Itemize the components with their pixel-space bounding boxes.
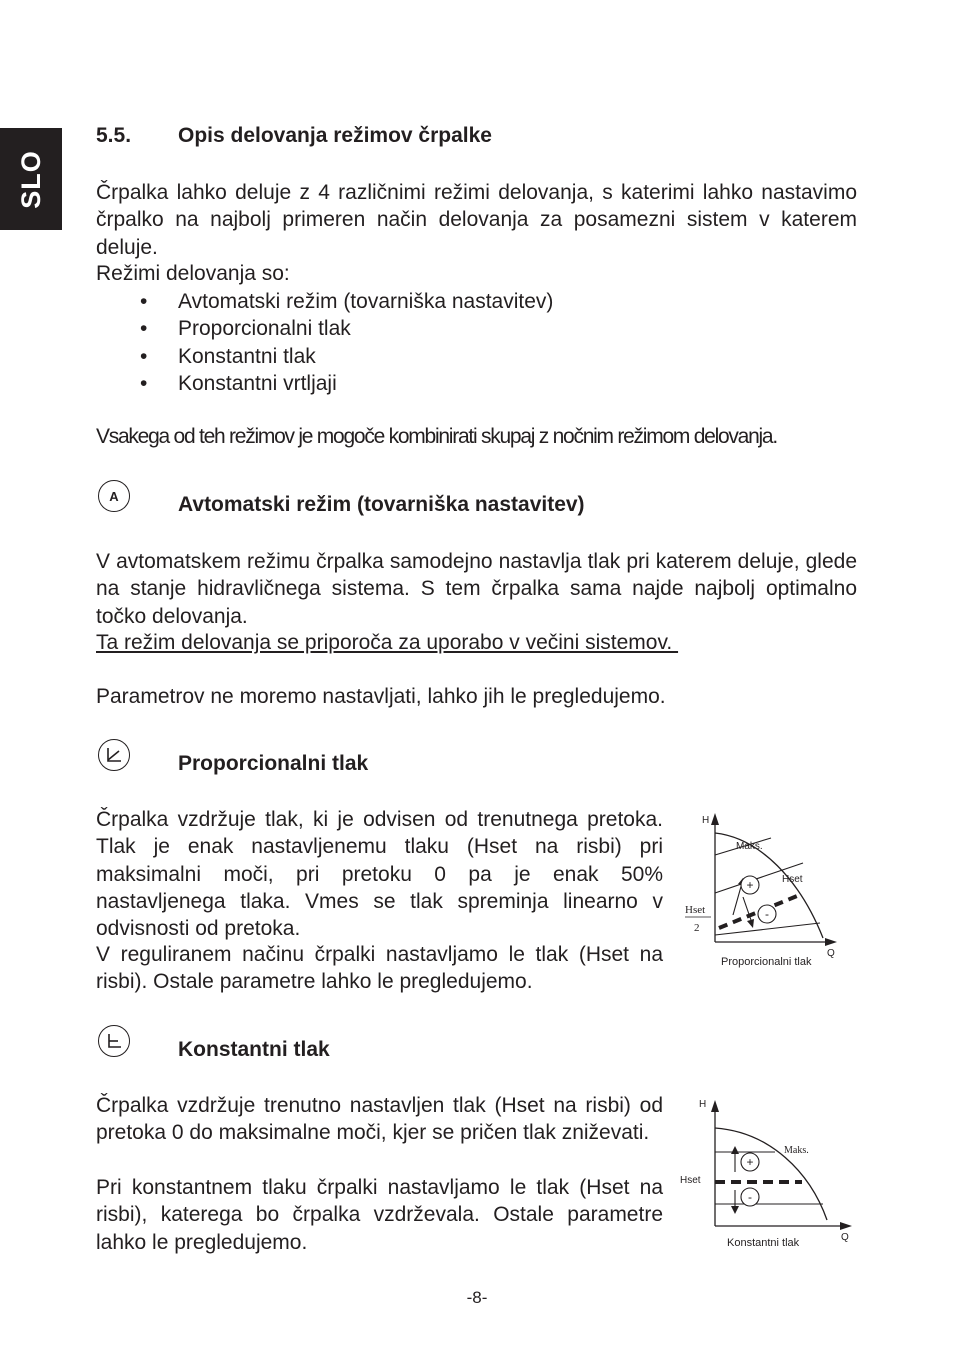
proportional-title: Proporcionalni tlak <box>178 752 369 775</box>
hset-fraction-numerator: Hset <box>685 904 706 916</box>
intro-paragraph: Črpalka lahko deluje z 4 različnimi režimi delovanja, s katerimi lahko nastavimo črpalko na najbolj primeren način delovanja za posamezni sistem v katerem deluje. <box>96 181 857 259</box>
axis-h-label: H <box>702 815 710 826</box>
proportional-paragraph-2: V reguliranem načinu črpalki nastavljamo le tlak (Hset na risbi). Ostale parametre lahko le pregledujemo. <box>96 943 663 994</box>
maks-label: Maks. <box>736 841 763 852</box>
language-tab <box>0 128 62 230</box>
increase-sign: + <box>746 1155 754 1169</box>
auto-mode-recommendation: Ta režim delovanja se priporoča za uporabo v večini sistemov. <box>96 631 679 654</box>
list-item: • Avtomatski režim (tovarniška nastavitev) <box>96 288 553 315</box>
auto-mode-icon <box>98 480 130 512</box>
diagram-caption: Konstantni tlak <box>727 1237 800 1249</box>
constant-paragraph-2: Pri konstantnem tlaku črpalki nastavljamo le tlak (Hset na risbi), katerega bo črpalka vzdrževala. Ostale parametre lahko le pregledujemo. <box>96 1176 663 1254</box>
hset-label: Hset <box>680 1175 701 1186</box>
auto-mode-note: Parametrov ne moremo nastavljati, lahko jih le pregledujemo. <box>96 685 666 708</box>
modes-lead: Režimi delovanja so: <box>96 262 290 285</box>
diagram-caption: Proporcionalni tlak <box>721 956 812 968</box>
constant-paragraph: Črpalka vzdržuje trenutno nastavljen tlak (Hset na risbi) od pretoka 0 do maksimalne moči, kjer se pričen tlak zniževati. <box>96 1094 663 1145</box>
auto-mode-icon-letter: A <box>109 488 119 504</box>
hset-fraction-denominator: 2 <box>694 922 700 934</box>
section-title: Opis delovanja režimov črpalke <box>178 124 492 147</box>
proportional-paragraph: Črpalka vzdržuje tlak, ki je odvisen od trenutnega pretoka. Tlak je enak nastavljenemu tlaku (Hset na risbi) pri maksimalni moči, pri pretoku 0 pa je enak 50% nastavljenega tlaka. Vmes se tlak spreminja linearno v odvisnosti od pretoka. <box>96 808 663 941</box>
section-number: 5.5. <box>96 124 132 147</box>
auto-mode-title: Avtomatski režim (tovarniška nastavitev) <box>178 493 585 516</box>
auto-mode-paragraph: V avtomatskem režimu črpalka samodejno nastavlja tlak pri katerem deluje, glede na stanje hidravličnega sistema. S tem črpalka sama najde najbolj optimalno točko delovanja. <box>96 550 857 628</box>
hset-label: Hset <box>782 874 803 885</box>
proportional-pressure-diagram <box>675 805 845 975</box>
increase-sign: + <box>746 878 754 892</box>
constant-pressure-icon <box>98 1025 130 1057</box>
language-tab-label: SLO <box>15 149 46 209</box>
proportional-pressure-icon <box>98 739 130 771</box>
decrease-sign: - <box>748 1190 752 1204</box>
decrease-sign: - <box>765 907 769 921</box>
axis-q-label: Q <box>827 948 835 959</box>
list-item: • Konstantni tlak <box>96 343 553 370</box>
constant-pressure-diagram <box>675 1092 860 1257</box>
night-mode-note: Vsakega od teh režimov je mogoče kombinirati skupaj z nočnim režimom delovanja. <box>96 425 777 448</box>
list-item: • Konstantni vrtljaji <box>96 370 553 397</box>
maks-label: Maks. <box>784 1145 809 1156</box>
constant-title: Konstantni tlak <box>178 1038 330 1061</box>
list-item: • Proporcionalni tlak <box>96 315 553 342</box>
page-number: -8- <box>466 1288 488 1307</box>
modes-list <box>96 288 553 397</box>
axis-q-label: Q <box>841 1232 849 1243</box>
axis-h-label: H <box>699 1099 707 1110</box>
